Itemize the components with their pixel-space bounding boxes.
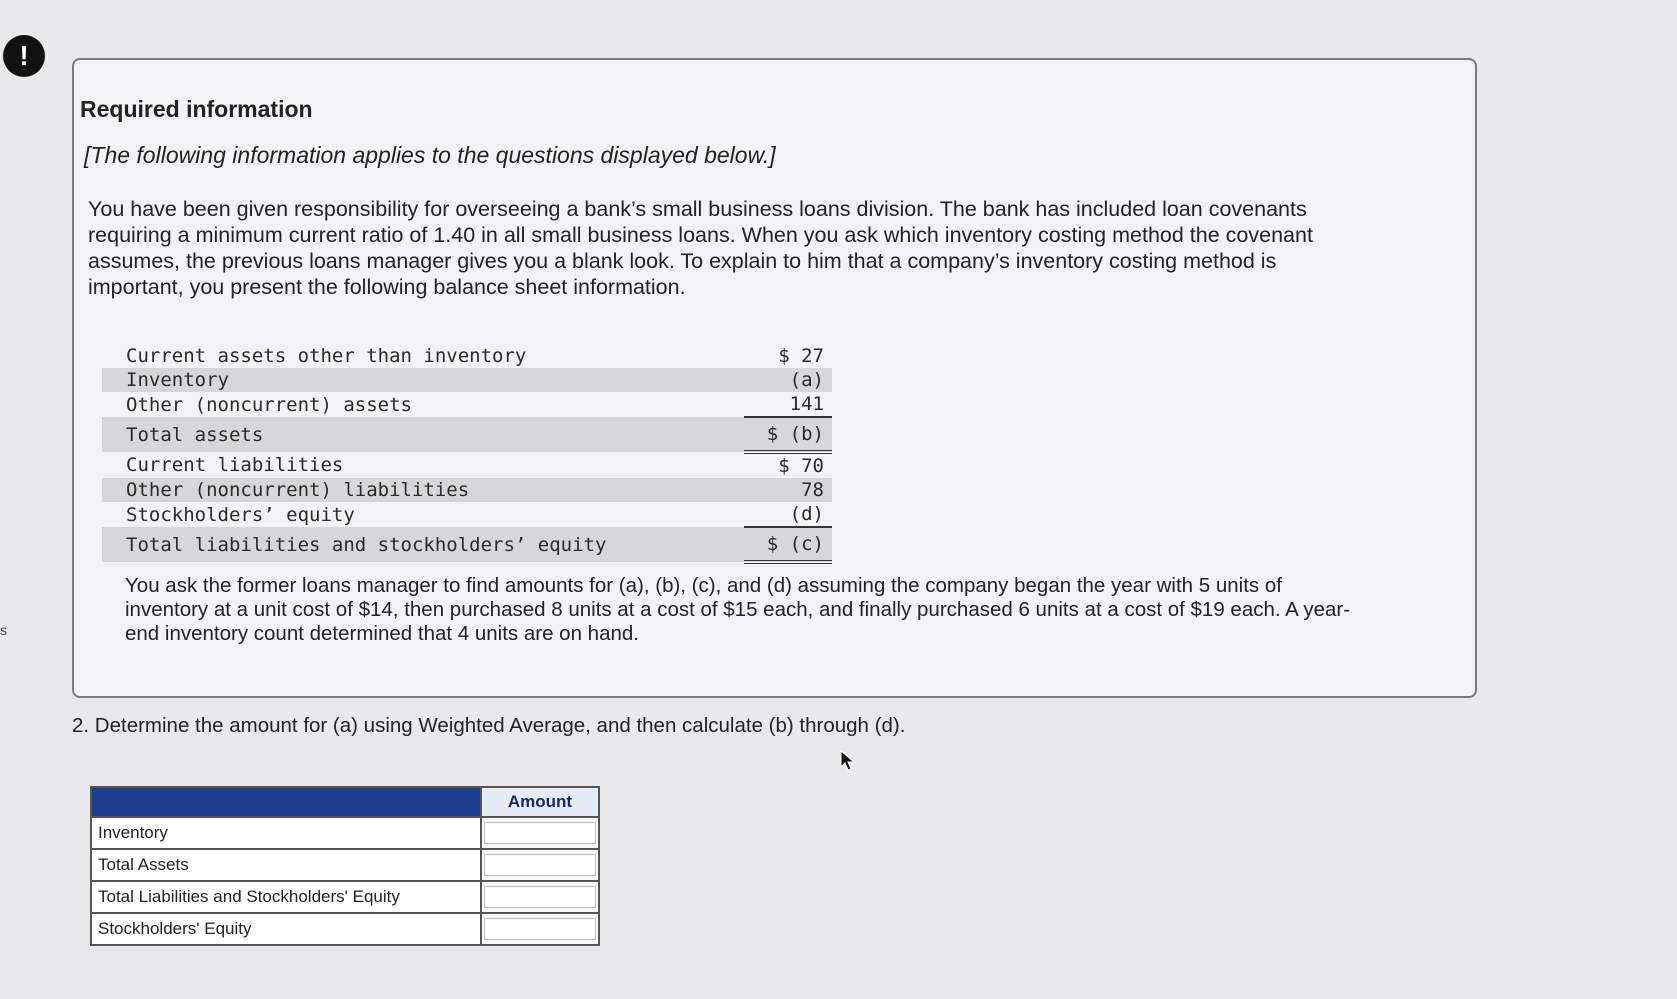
bs-value: (d) <box>789 503 824 525</box>
bs-value: $ (c) <box>744 527 832 562</box>
bs-value: (a) <box>744 368 832 392</box>
answer-header-row <box>91 787 599 817</box>
bs-label: Current liabilities <box>126 454 344 476</box>
total-liabilities-equity-amount-input[interactable] <box>484 886 596 908</box>
bs-label: Other (noncurrent) liabilities <box>102 478 744 502</box>
bs-row <box>102 527 832 562</box>
question-text: 2. Determine the amount for (a) using Weighted Average, and then calculate (b) through (d). <box>72 714 906 737</box>
answer-label: Stockholders' Equity <box>91 913 481 945</box>
bs-value: $ 27 <box>778 345 824 367</box>
bs-value: $ (b) <box>744 417 832 452</box>
bs-value: 78 <box>744 478 832 502</box>
bs-value: $ 70 <box>778 455 824 477</box>
bs-row <box>102 452 832 478</box>
answer-label: Inventory <box>91 817 481 849</box>
bs-row <box>102 344 832 368</box>
answer-cell <box>481 817 599 849</box>
inventory-amount-input[interactable] <box>484 822 596 844</box>
answer-row-total-assets <box>91 849 599 881</box>
intro-paragraph: You have been given responsibility for overseeing a bank’s small business loans division. The bank has included loan covenants requiring a minimum current ratio of 1.40 in all small business loans. When you ask which inventory costing method the covenant assumes, the previous loans manager gives you a blank look. To explain to him that a company’s inventory costing method is important, you present the following balance sheet information. <box>88 197 1313 299</box>
bs-label: Stockholders’ equity <box>126 503 355 526</box>
alert-icon: ! <box>3 35 45 77</box>
total-assets-amount-input[interactable] <box>484 854 596 876</box>
side-letter: s <box>0 622 7 638</box>
bs-value: 141 <box>789 393 824 415</box>
amount-column-header: Amount <box>481 787 599 817</box>
answer-label: Total Assets <box>91 849 481 881</box>
bs-label: Current assets other than inventory <box>126 345 527 367</box>
bs-label: Total liabilities and stockholders’ equity <box>102 527 744 562</box>
bs-row <box>102 392 832 417</box>
bs-label: Total assets <box>102 417 744 452</box>
answer-label: Total Liabilities and Stockholders' Equity <box>91 881 481 913</box>
answer-row-inventory <box>91 817 599 849</box>
mouse-cursor-icon <box>840 750 856 772</box>
section-title: Required information <box>80 96 313 122</box>
stockholders-equity-amount-input[interactable] <box>484 918 596 940</box>
bs-row <box>102 417 832 452</box>
bs-row <box>102 502 832 527</box>
bs-row <box>102 478 832 502</box>
applies-note: [The following information applies to the questions displayed below.] <box>84 142 776 168</box>
bs-label: Inventory <box>102 368 744 392</box>
bs-label: Other (noncurrent) assets <box>126 393 412 416</box>
answer-cell <box>481 913 599 945</box>
bs-row <box>102 368 832 392</box>
answer-table <box>90 786 600 946</box>
answer-header-blank <box>91 787 481 817</box>
answer-row-total-liabilities-equity <box>91 881 599 913</box>
scenario-paragraph: You ask the former loans manager to find amounts for (a), (b), (c), and (d) assuming the company began the year with 5 units of inventory at a unit cost of $14, then purchased 8 units at a cost of $15 each, and finally purchased 6 units at a cost of $19 each. A year-end inventory count determined that 4 units are on hand. <box>125 574 1351 645</box>
answer-cell <box>481 881 599 913</box>
balance-sheet-table <box>102 344 832 564</box>
answer-cell <box>481 849 599 881</box>
answer-row-stockholders-equity <box>91 913 599 945</box>
